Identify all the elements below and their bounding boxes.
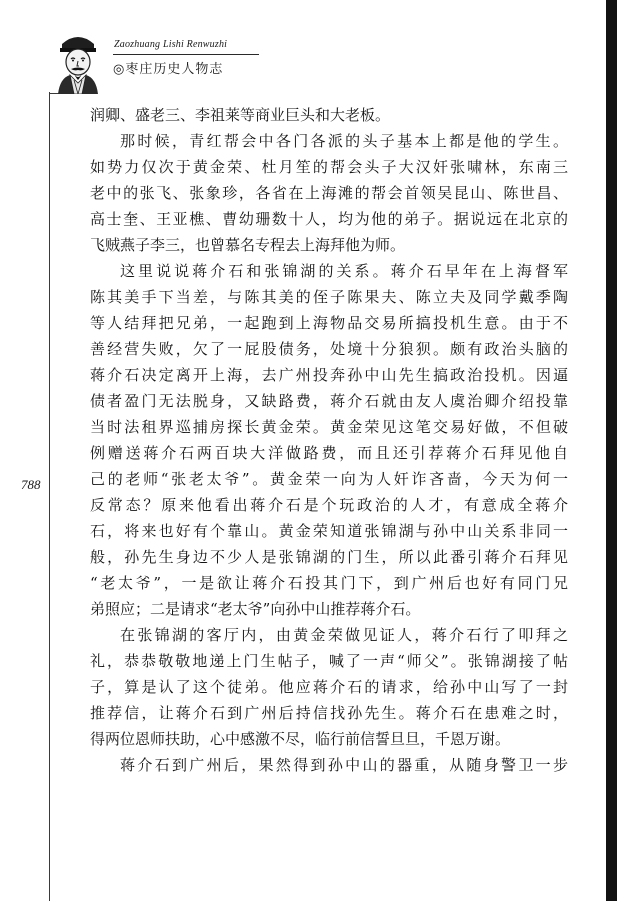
series-title-chinese: ◎枣庄历史人物志 bbox=[113, 62, 224, 77]
text-line: 石，将来也好有个靠山。黄金荣知道张锦湖与孙中山关系非同一 bbox=[90, 522, 568, 540]
body-text bbox=[90, 102, 568, 778]
series-title-english: Zaozhuang Lishi Renwuzhi bbox=[114, 39, 228, 50]
page-edge-bar bbox=[606, 0, 617, 901]
text-line: 己的老师“张老太爷”。黄金荣一向为人奸诈吝啬，今天为何一 bbox=[90, 470, 568, 488]
text-line: 般，孙先生身边不少人是张锦湖的门生，所以此番引蒋介石拜见 bbox=[90, 548, 568, 566]
text-line: “老太爷”，一是欲让蒋介石投其门下，到广州后也好有同门兄 bbox=[90, 574, 568, 592]
text-line: 如势力仅次于黄金荣、杜月笙的帮会头子大汉奸张啸林，东南三 bbox=[90, 158, 568, 176]
text-line: 弟照应；二是请求“老太爷”向孙中山推荐蒋介石。 bbox=[90, 600, 421, 618]
text-line: 等人结拜把兄弟，一起跑到上海物品交易所搞投机生意。由于不 bbox=[90, 314, 568, 332]
text-line: 善经营失败，欠了一屁股债务，处境十分狼狈。颇有政治头脑的 bbox=[90, 340, 568, 358]
text-line: 推荐信，让蒋介石到广州后持信找孙先生。蒋介石在患难之时， bbox=[90, 704, 568, 722]
text-line: 这里说说蒋介石和张锦湖的关系。蒋介石早年在上海督军 bbox=[120, 262, 568, 280]
scholar-portrait-icon bbox=[52, 30, 104, 94]
text-line: 当时法租界巡捕房探长黄金荣。黄金荣见这笔交易好做，不但破 bbox=[90, 418, 568, 436]
text-line: 例赠送蒋介石两百块大洋做路费，而且还引荐蒋介石拜见他自 bbox=[90, 444, 568, 462]
text-line: 反常态？原来他看出蒋介石是个玩政治的人才，有意成全蒋介 bbox=[90, 496, 568, 514]
text-line: 陈其美手下当差，与陈其美的侄子陈果夫、陈立夫及同学戴季陶 bbox=[90, 288, 568, 306]
text-line: 那时候，青红帮会中各门各派的头子基本上都是他的学生。 bbox=[120, 132, 568, 150]
series-title-rule bbox=[113, 54, 259, 55]
text-line: 得两位恩师扶助，心中感激不尽，临行前信誓旦旦，千恩万谢。 bbox=[90, 730, 511, 748]
text-line: 老中的张飞、张象珍，各省在上海滩的帮会首领吴昆山、陈世昌、 bbox=[90, 184, 568, 202]
text-line: 润卿、盛老三、李祖莱等商业巨头和大老板。 bbox=[90, 106, 391, 124]
text-line: 蒋介石到广州后，果然得到孙中山的器重，从随身警卫一步 bbox=[120, 756, 568, 774]
text-line: 高士奎、王亚樵、曹幼珊数十人，均为他的弟子。据说远在北京的 bbox=[90, 210, 568, 228]
text-line: 子，算是认了这个徒弟。他应蒋介石的请求，给孙中山写了一封 bbox=[90, 678, 568, 696]
text-line: 在张锦湖的客厅内，由黄金荣做见证人，蒋介石行了叩拜之 bbox=[120, 626, 568, 644]
text-line: 礼，恭恭敬敬地递上门生帖子，喊了一声“师父”。张锦湖接了帖 bbox=[90, 652, 568, 670]
page-number: 788 bbox=[21, 477, 41, 492]
left-margin-rule bbox=[49, 92, 50, 901]
text-line: 债者盈门无法脱身，又缺路费，蒋介石就由友人虞治卿介绍投靠 bbox=[90, 392, 568, 410]
text-line: 蒋介石决定离开上海，去广州投奔孙中山先生搞政治投机。因逼 bbox=[90, 366, 568, 384]
text-line: 飞贼燕子李三，也曾慕名专程去上海拜他为师。 bbox=[90, 236, 406, 254]
